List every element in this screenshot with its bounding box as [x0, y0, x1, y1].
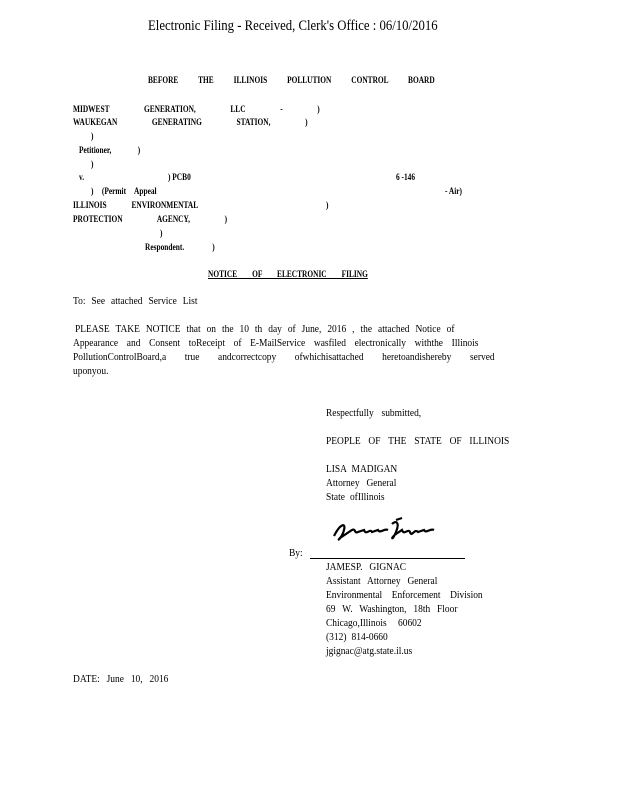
address-line2: Chicago,Illinois 60602 [326, 618, 422, 629]
notice-paragraph-line: uponyou. [73, 366, 109, 377]
caption-respondent-label: Respondent. ) [145, 242, 215, 252]
caption-paren: ) [326, 200, 329, 210]
address-line1: 69 W. Washington, 18th Floor [326, 604, 458, 615]
notice-paragraph-line: PollutionControlBoard,a true andcorrectcopy ofwhichisattached heretoandishereby served [73, 352, 495, 363]
caption-respondent-line1: ILLINOIS ENVIRONMENTAL [73, 200, 199, 210]
signature-line [310, 558, 465, 559]
caption-paren: ) [160, 228, 163, 238]
board-title: BEFORE THE ILLINOIS POLLUTION CONTROL BOARD [148, 75, 435, 85]
people-of-state: PEOPLE OF THE STATE OF ILLINOIS [326, 436, 510, 447]
by-label: By: [289, 548, 303, 559]
phone-number: (312) 814-0660 [326, 632, 388, 643]
caption-versus: v. [79, 172, 85, 182]
signer-name: JAMESP. GIGNAC [326, 562, 407, 573]
caption-paren: ) [91, 131, 94, 141]
caption-permit-appeal: ) (Permit Appeal [91, 186, 157, 196]
caption-paren: ) [91, 159, 94, 169]
case-number: 6 -146 [396, 172, 416, 182]
caption-petitioner-line1: MIDWEST GENERATION, LLC - ) [73, 104, 320, 114]
attorney-general-title: Attorney General [326, 478, 397, 489]
respectfully-submitted: Respectfully submitted, [326, 408, 422, 419]
email-address: jgignac@atg.state.il.us [326, 646, 413, 657]
handwritten-signature [330, 516, 442, 546]
caption-air: - Air) [445, 186, 463, 196]
date-line: DATE: June 10, 2016 [73, 674, 169, 685]
signer-division: Environmental Enforcement Division [326, 590, 483, 601]
notice-title: NOTICE OF ELECTRONIC FILING [208, 269, 368, 279]
state-name: State ofIllinois [326, 492, 385, 503]
to-line: To: See attached Service List [73, 296, 198, 307]
attorney-general-name: LISA MADIGAN [326, 464, 398, 475]
caption-pcb: ) PCB0 [168, 172, 191, 182]
notice-paragraph-line: PLEASE TAKE NOTICE that on the 10 th day of June, 2016 , the attached Notice of [75, 324, 455, 335]
notice-paragraph-line: Appearance and Consent toReceipt of E-MailService wasfiled electronically withthe Illinois [73, 338, 479, 349]
caption-petitioner-line2: WAUKEGAN GENERATING STATION, ) [73, 117, 308, 127]
caption-respondent-line2: PROTECTION AGENCY, ) [73, 214, 228, 224]
caption-petitioner-label: Petitioner, ) [79, 145, 141, 155]
filing-header: Electronic Filing - Received, Clerk's Office : 06/10/2016 [148, 18, 438, 34]
signer-title: Assistant Attorney General [326, 576, 438, 587]
